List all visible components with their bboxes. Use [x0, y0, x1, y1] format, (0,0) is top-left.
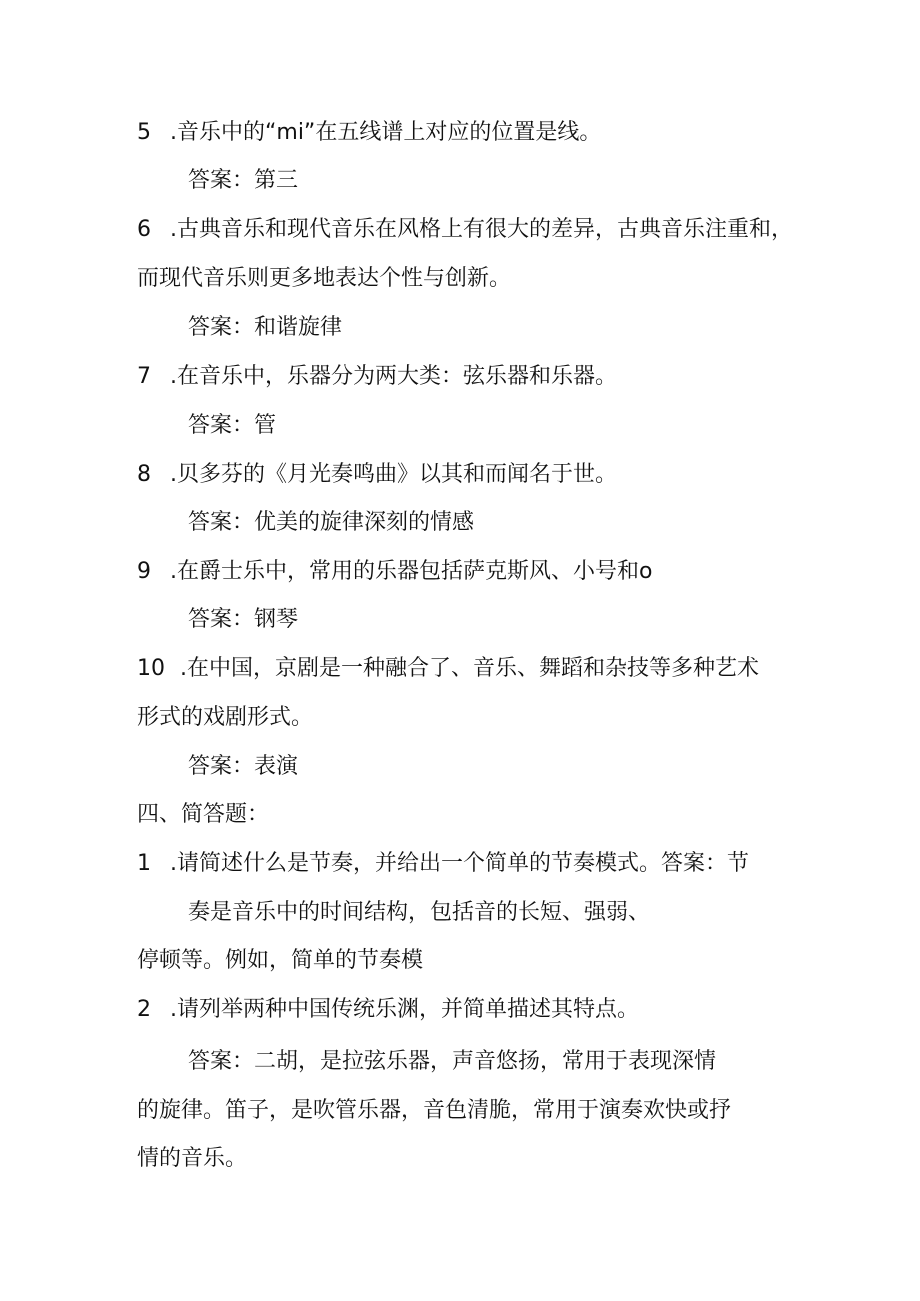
question-number: 2 [137, 997, 151, 1022]
question-number: 6 [137, 217, 151, 242]
question-5 [137, 118, 601, 148]
question-text: .在音乐中，乐器分为两大类：弦乐器和乐器。 [170, 364, 617, 389]
question-7 [137, 362, 617, 392]
short-answer-2-line-3: 情的音乐。 [137, 1146, 248, 1171]
question-9 [137, 557, 652, 587]
question-text: .音乐中的“mi”在五线谱上对应的位置是线。 [170, 120, 602, 145]
question-text: .贝多芬的《月光奏鸣曲》以其和而闻名于世。 [170, 462, 617, 487]
answer-7: 答案：管 [188, 413, 277, 438]
answer-9: 答案：钢琴 [188, 607, 299, 632]
section-heading: 四、简答题： [137, 802, 270, 827]
question-text: .古典音乐和现代音乐在风格上有很大的差异，古典音乐注重和， [170, 217, 793, 242]
question-number: 10 [137, 656, 165, 681]
question-text: .请简述什么是节奏，并给出一个简单的节奏模式。答案：节 [170, 851, 749, 876]
answer-6: 答案：和谐旋律 [188, 315, 343, 340]
answer-5: 答案：第三 [188, 168, 299, 193]
question-number: 8 [137, 462, 151, 487]
question-10-continued: 形式的戏剧形式。 [137, 705, 314, 730]
question-number: 9 [137, 559, 151, 584]
question-8 [137, 460, 617, 490]
short-question-2 [137, 995, 639, 1025]
question-number: 5 [137, 120, 151, 145]
question-6 [137, 215, 793, 245]
short-answer-1-line-3: 停顿等。例如，简单的节奏模 [137, 948, 424, 973]
question-6-continued: 而现代音乐则更多地表达个性与创新。 [137, 266, 512, 291]
answer-8: 答案：优美的旋律深刻的情感 [188, 510, 475, 535]
question-text: .在爵士乐中，常用的乐器包括萨克斯风、小号和o [170, 559, 653, 584]
short-answer-2-line-2: 的旋律。笛子，是吹管乐器，音色清脆，常用于演奏欢快或抒 [137, 1098, 732, 1123]
question-number: 7 [137, 364, 151, 389]
short-answer-2-line-1: 答案：二胡，是拉弦乐器，声音悠扬，常用于表现深情 [188, 1049, 717, 1074]
question-text: .请列举两种中国传统乐渊，并简单描述其特点。 [170, 997, 639, 1022]
answer-10: 答案：表演 [188, 754, 299, 779]
question-number: 1 [137, 851, 151, 876]
short-question-1 [137, 849, 749, 879]
question-10 [137, 654, 759, 684]
question-text: .在中国，京剧是一种融合了、音乐、舞蹈和杂技等多种艺术 [180, 656, 759, 681]
short-answer-1-line-2: 奏是音乐中的时间结构，包括音的长短、强弱、 [188, 900, 651, 925]
